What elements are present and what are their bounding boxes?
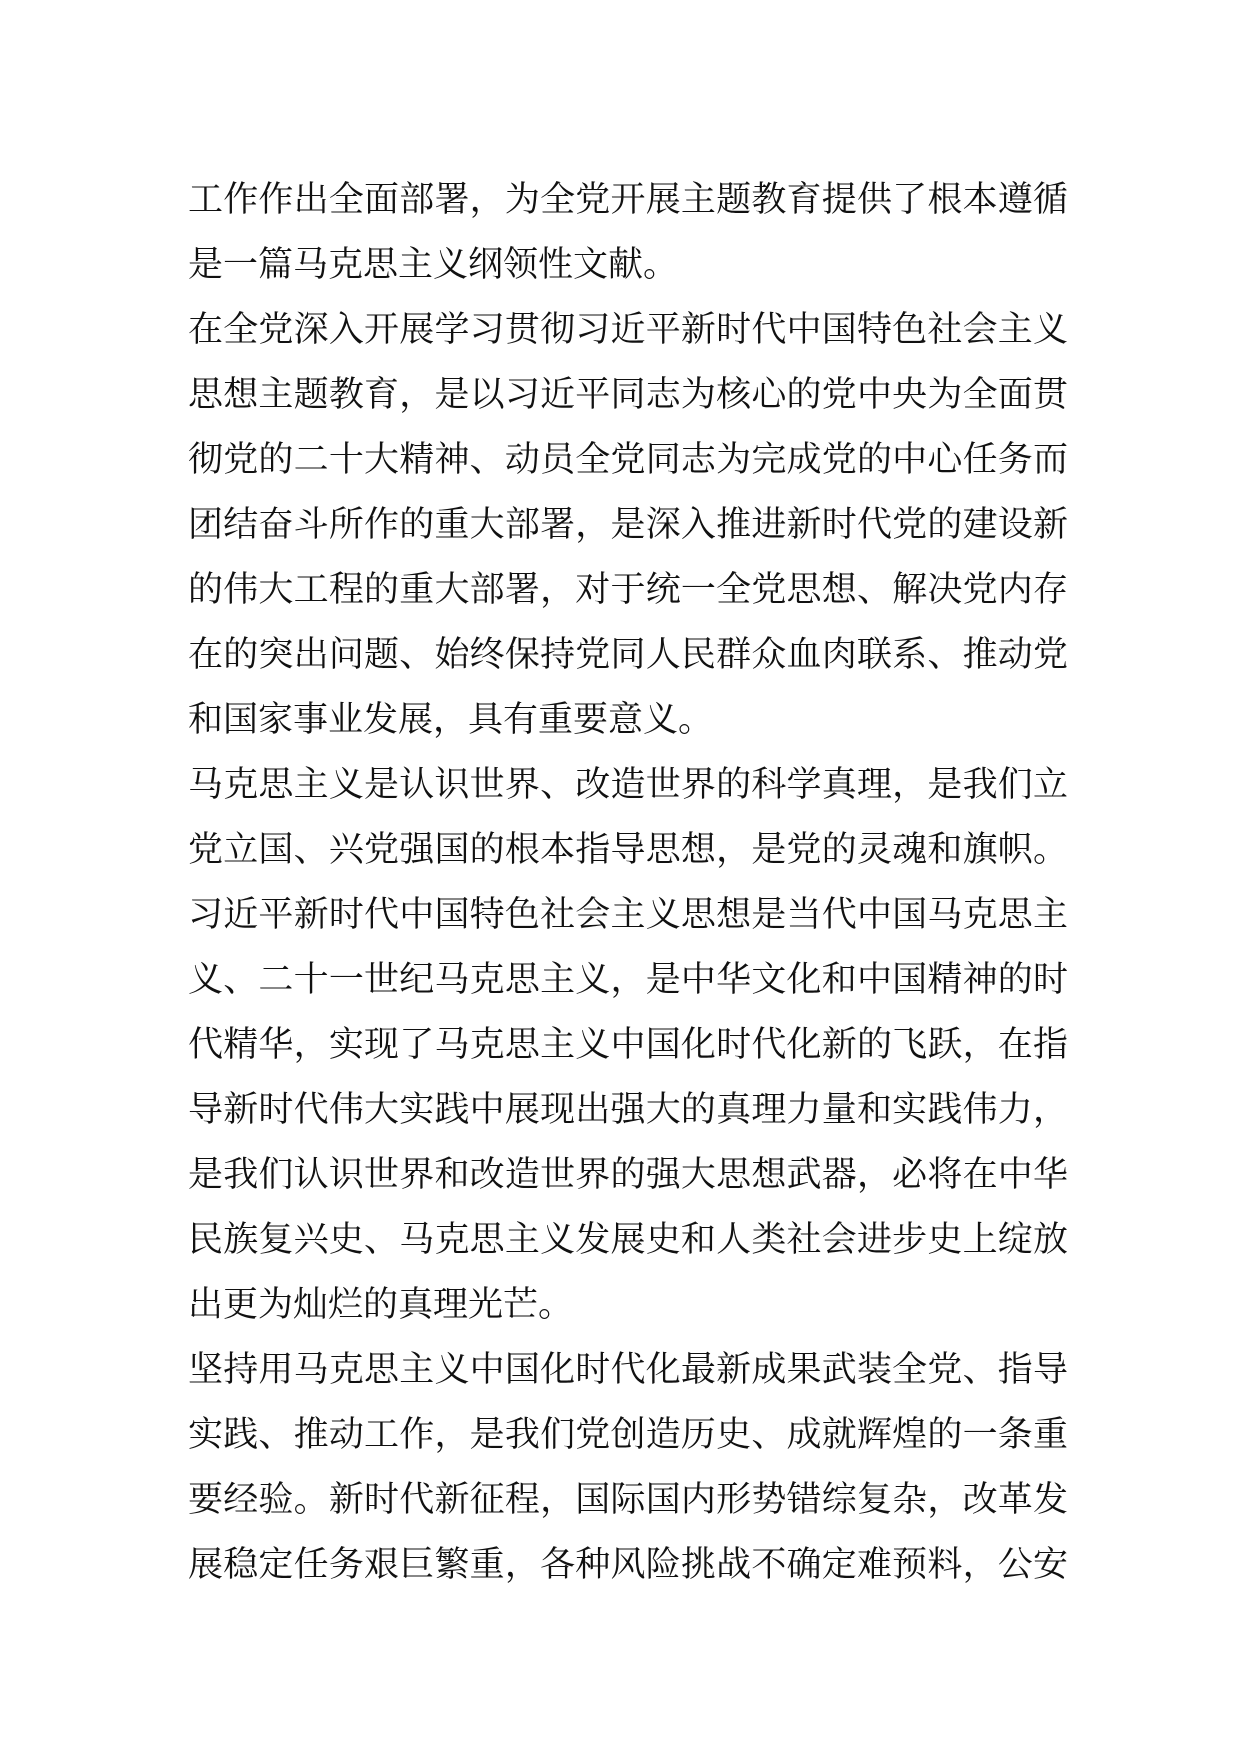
text-line: 民族复兴史、马克思主义发展史和人类社会进步史上绽放 <box>188 1220 1068 1260</box>
text-line: 出更为灿烂的真理光芒。 <box>188 1285 574 1325</box>
text-line: 的伟大工程的重大部署，对于统一全党思想、解决党内存 <box>188 570 1068 610</box>
text-line: 党立国、兴党强国的根本指导思想，是党的灵魂和旗帜。 <box>188 830 1068 870</box>
text-line: 义、二十一世纪马克思主义，是中华文化和中国精神的时 <box>188 960 1068 1000</box>
text-line: 团结奋斗所作的重大部署，是深入推进新时代党的建设新 <box>188 505 1068 545</box>
text-line: 是我们认识世界和改造世界的强大思想武器，必将在中华 <box>188 1155 1068 1195</box>
text-line: 在的突出问题、始终保持党同人民群众血肉联系、推动党 <box>188 635 1068 675</box>
text-line: 要经验。新时代新征程，国际国内形势错综复杂，改革发 <box>188 1480 1068 1520</box>
text-line: 是一篇马克思主义纲领性文献。 <box>188 245 679 285</box>
text-line: 思想主题教育，是以习近平同志为核心的党中央为全面贯 <box>188 375 1068 415</box>
text-line: 导新时代伟大实践中展现出强大的真理力量和实践伟力， <box>188 1090 1068 1130</box>
text-line: 展稳定任务艰巨繁重，各种风险挑战不确定难预料，公安 <box>188 1545 1068 1585</box>
text-line: 实践、推动工作，是我们党创造历史、成就辉煌的一条重 <box>188 1415 1068 1455</box>
text-line: 马克思主义是认识世界、改造世界的科学真理，是我们立 <box>188 765 1068 805</box>
text-line: 代精华，实现了马克思主义中国化时代化新的飞跃，在指 <box>188 1025 1068 1065</box>
text-line: 习近平新时代中国特色社会主义思想是当代中国马克思主 <box>188 895 1068 935</box>
text-line: 在全党深入开展学习贯彻习近平新时代中国特色社会主义 <box>188 310 1068 350</box>
text-line: 工作作出全面部署，为全党开展主题教育提供了根本遵循 <box>188 180 1068 220</box>
text-line: 彻党的二十大精神、动员全党同志为完成党的中心任务而 <box>188 440 1068 480</box>
text-line: 坚持用马克思主义中国化时代化最新成果武装全党、指导 <box>188 1350 1068 1390</box>
document-body <box>188 168 1068 1598</box>
text-line: 和国家事业发展，具有重要意义。 <box>188 700 714 740</box>
